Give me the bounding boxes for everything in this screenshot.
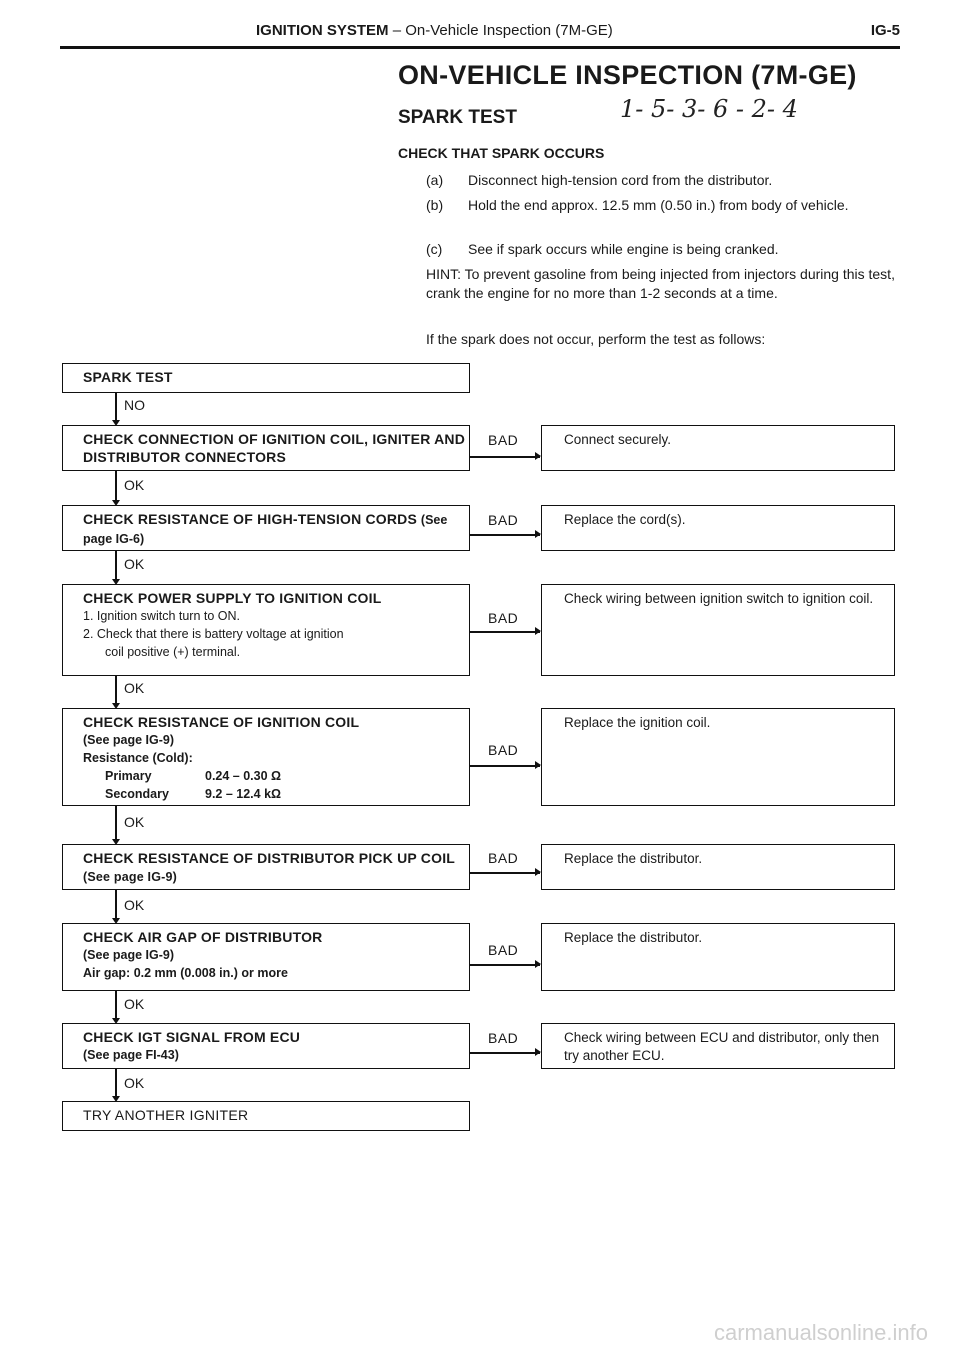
page-reference: (See page IG-9) bbox=[83, 948, 174, 962]
flow-connector bbox=[470, 456, 540, 458]
flow-connector bbox=[470, 765, 540, 767]
check-box-pickup-coil bbox=[62, 844, 470, 890]
header-title bbox=[256, 22, 613, 39]
action-text: Connect securely. bbox=[564, 432, 672, 447]
action-text: Check wiring between ignition switch to ignition coil. bbox=[564, 591, 874, 606]
action-box bbox=[541, 708, 895, 806]
handwritten-firing-order: 1- 5- 3- 6 - 2- 4 bbox=[620, 95, 798, 123]
step-text: Disconnect high-tension cord from the distributor. bbox=[468, 172, 773, 188]
action-box bbox=[541, 1023, 895, 1069]
flow-start-box bbox=[62, 363, 470, 393]
bad-label: BAD bbox=[488, 1030, 519, 1046]
step-text: See if spark occurs while engine is being cranked. bbox=[468, 241, 779, 257]
flow-connector bbox=[115, 471, 117, 501]
action-box bbox=[541, 425, 895, 471]
section-title: SPARK TEST bbox=[398, 107, 517, 128]
check-title-text: CHECK RESISTANCE OF DISTRIBUTOR PICK UP COIL bbox=[83, 850, 455, 866]
check-title-group bbox=[83, 510, 469, 548]
check-box-air-gap bbox=[62, 923, 470, 991]
check-title: CHECK RESISTANCE OF IGNITION COIL bbox=[83, 714, 360, 730]
check-step: coil positive (+) terminal. bbox=[105, 645, 241, 659]
ok-label: OK bbox=[124, 556, 145, 572]
ok-label: OK bbox=[124, 680, 145, 696]
page-header bbox=[60, 22, 900, 52]
page-reference: (See page IG-9) bbox=[83, 733, 174, 747]
instruction-text: If the spark does not occur, perform the test as follows: bbox=[426, 331, 766, 347]
action-text: Replace the distributor. bbox=[564, 851, 703, 866]
page-reference-text: (See page IG-6) bbox=[83, 513, 448, 546]
flow-connector bbox=[115, 1069, 117, 1099]
spec-value: Air gap: 0.2 mm (0.008 in.) or more bbox=[83, 966, 288, 980]
header-section: IGNITION SYSTEM bbox=[256, 22, 389, 39]
check-title: CHECK RESISTANCE OF HIGH-TENSION CORDS bbox=[83, 511, 418, 527]
check-box-power-supply bbox=[62, 584, 470, 676]
check-box-ignition-coil-resistance bbox=[62, 708, 470, 806]
ok-label: OK bbox=[124, 897, 145, 913]
action-box bbox=[541, 844, 895, 890]
flow-connector bbox=[470, 872, 540, 874]
action-text: Replace the ignition coil. bbox=[564, 715, 711, 730]
spec-label: Primary bbox=[105, 769, 152, 783]
check-heading: CHECK THAT SPARK OCCURS bbox=[398, 145, 605, 161]
flow-connector bbox=[115, 676, 117, 706]
flow-connector bbox=[115, 393, 117, 423]
flow-connector bbox=[470, 964, 540, 966]
action-text: Replace the cord(s). bbox=[564, 512, 686, 527]
bad-label: BAD bbox=[488, 432, 519, 448]
ok-label: OK bbox=[124, 814, 145, 830]
page-number: IG-5 bbox=[870, 22, 900, 39]
action-text: Check wiring between ECU and distributor, only then try another ECU. bbox=[564, 1030, 880, 1063]
flow-connector bbox=[470, 631, 540, 633]
flow-connector bbox=[115, 890, 117, 920]
check-title: CHECK POWER SUPPLY TO IGNITION COIL bbox=[83, 590, 382, 606]
check-title bbox=[83, 849, 469, 886]
spec-secondary bbox=[83, 785, 469, 803]
bad-label: BAD bbox=[488, 942, 519, 958]
check-step: 1. Ignition switch turn to ON. bbox=[83, 609, 241, 623]
step-label: (a) bbox=[426, 172, 444, 188]
check-title: CHECK CONNECTION OF IGNITION COIL, IGNITER AND DISTRIBUTOR CONNECTORS bbox=[83, 431, 466, 465]
step-label: (c) bbox=[426, 241, 443, 257]
flow-start-label: SPARK TEST bbox=[83, 369, 173, 385]
flow-connector bbox=[470, 1052, 540, 1054]
step-text: Hold the end approx. 12.5 mm (0.50 in.) from body of vehicle. bbox=[468, 197, 849, 213]
ok-label: OK bbox=[124, 996, 145, 1012]
spec-value: 9.2 – 12.4 kΩ bbox=[205, 787, 282, 801]
bad-label: BAD bbox=[488, 610, 519, 626]
watermark: carmanualsonline.info bbox=[713, 1320, 928, 1345]
check-step: 2. Check that there is battery voltage at ignition bbox=[83, 627, 344, 641]
flow-end-box bbox=[62, 1101, 470, 1131]
action-box bbox=[541, 505, 895, 551]
action-box bbox=[541, 584, 895, 676]
action-text: Replace the distributor. bbox=[564, 930, 703, 945]
check-box-connectors bbox=[62, 425, 470, 471]
spec-primary bbox=[83, 767, 469, 785]
check-box-igt-signal bbox=[62, 1023, 470, 1069]
spec-heading: Resistance (Cold): bbox=[83, 751, 193, 765]
header-subsection: On-Vehicle Inspection (7M-GE) bbox=[405, 22, 613, 39]
ok-label: OK bbox=[124, 477, 145, 493]
action-box bbox=[541, 923, 895, 991]
flow-connector bbox=[470, 534, 540, 536]
hint-text: HINT: To prevent gasoline from being injected from injectors during this test, crank the engine for no more than 1-2 seconds at a time. bbox=[426, 266, 895, 301]
flow-connector bbox=[115, 806, 117, 842]
page-title: ON-VEHICLE INSPECTION (7M-GE) bbox=[398, 60, 857, 90]
check-box-hightension-cords bbox=[62, 505, 470, 551]
spec-value: 0.24 – 0.30 Ω bbox=[205, 769, 282, 783]
page-reference: (See page IG-9) bbox=[83, 870, 177, 884]
page-reference: (See page FI-43) bbox=[83, 1048, 179, 1062]
branch-no-label: NO bbox=[124, 397, 145, 413]
flow-connector bbox=[115, 551, 117, 581]
flow-connector bbox=[115, 991, 117, 1021]
ok-label: OK bbox=[124, 1075, 145, 1091]
flow-end-label: TRY ANOTHER IGNITER bbox=[83, 1107, 249, 1123]
spec-label: Secondary bbox=[105, 787, 169, 801]
bad-label: BAD bbox=[488, 742, 519, 758]
step-label: (b) bbox=[426, 197, 444, 213]
header-dash: – bbox=[392, 22, 402, 39]
check-title: CHECK AIR GAP OF DISTRIBUTOR bbox=[83, 929, 323, 945]
bad-label: BAD bbox=[488, 850, 519, 866]
bad-label: BAD bbox=[488, 512, 519, 528]
check-title: CHECK IGT SIGNAL FROM ECU bbox=[83, 1029, 301, 1045]
header-rule bbox=[60, 46, 900, 49]
